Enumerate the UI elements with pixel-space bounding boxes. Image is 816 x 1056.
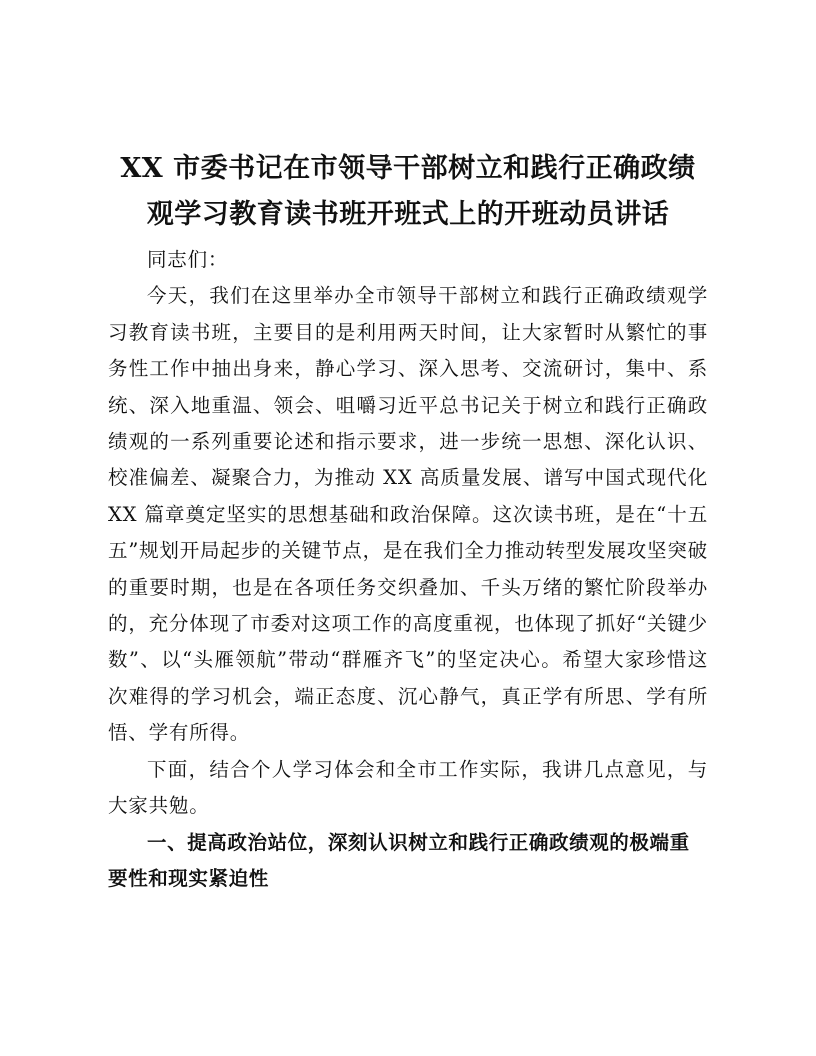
document-title xyxy=(108,146,708,238)
section-heading-1: 一、提高政治站位，深刻认识树立和践行正确政绩观的极端重要性和现实紧迫性 xyxy=(108,830,690,890)
salutation: 同志们： xyxy=(147,248,229,271)
title-line-1: XX 市委书记在市领导干部树立和践行正确政绩 xyxy=(120,153,696,184)
paragraph-transition: 下面，结合个人学习体会和全市工作实际，我讲几点意见，与大家共勉。 xyxy=(108,757,708,818)
title-line-2: 观学习教育读书班开班式上的开班动员讲话 xyxy=(146,199,670,230)
document-page xyxy=(108,146,708,897)
paragraph-opening: 今天，我们在这里举办全市领导干部树立和践行正确政绩观学习教育读书班，主要目的是利用两天时间，让大家暂时从繁忙的事务性工作中抽出身来，静心学习、深入思考、交流研讨，集中、系统、深入地重温、领会、咀嚼习近平总书记关于树立和践行正确政绩观的一系列重要论述和指示要求，进一步统一思想、深化认识、校准偏差、凝聚合力，为推动 XX 高质量发展、谱写中国式现代化 XX 篇章奠定坚实的思想基础和政治保障。这次读书班，是在“十五五”规划开局起步的关键节点，是在我们全力推动转型发展攻坚突破的重要时期，也是在各项任务交织叠加、千头万绪的繁忙阶段举办的，充分体现了市委对这项工作的高度重视，也体现了抓好“关键少数”、以“头雁领航”带动“群雁齐飞”的坚定决心。希望大家珍惜这次难得的学习机会，端正态度、沉心静气，真正学有所思、学有所悟、学有所得。 xyxy=(108,284,708,745)
